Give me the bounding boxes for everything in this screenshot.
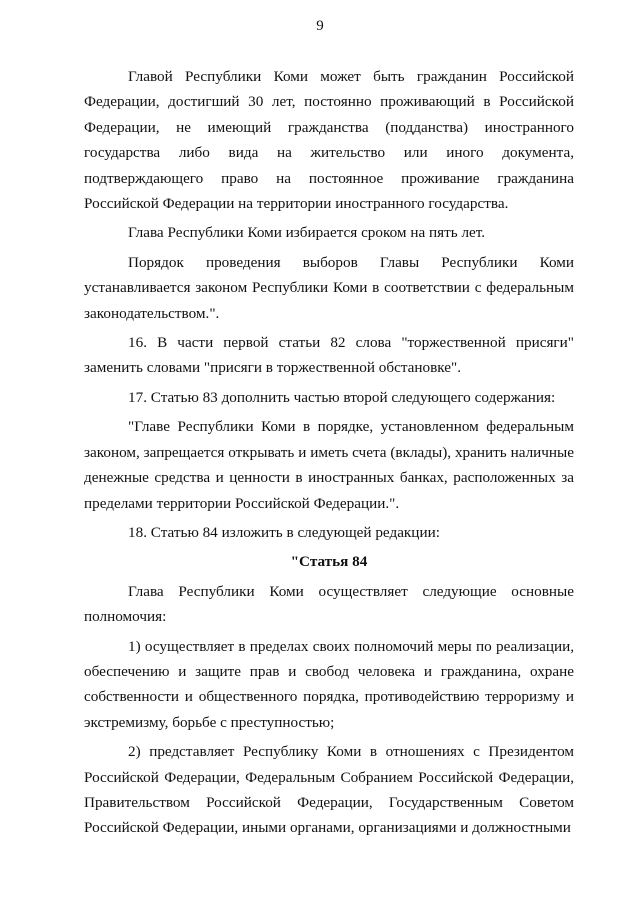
paragraph-power-1: 1) осуществляет в пределах своих полномочий меры по реализации, обеспечению и защите прав и свобод человека и гражданина, охране собственности и общественного порядка, противодействию терроризму и экстремизму, борьбе с преступностью;	[84, 637, 574, 731]
paragraph-head-eligibility: Главой Республики Коми может быть гражданин Российской Федерации, достигший 30 лет, постоянно проживающий в Российской Федерации, не имеющий гражданства (подданства) иностранного государства либо вида на жительство или иного документа, подтверждающего право на постоянное проживание гражданина Российской Федерации на территории иностранного государства.	[84, 68, 574, 213]
document-body	[84, 64, 574, 845]
paragraph-election-procedure: Порядок проведения выборов Главы Республики Коми устанавливается законом Республики Коми в соответствии с федеральным законодательством.".	[84, 253, 574, 322]
paragraph-power-2: 2) представляет Республику Коми в отношениях с Президентом Российской Федерации, Федеральным Собранием Российской Федерации, Правительством Российской Федерации, Государственным Советом Российской Федерации, иными органами, организациями и должностными	[84, 743, 574, 837]
page-number: 9	[316, 18, 324, 34]
paragraph-powers-intro: Глава Республики Коми осуществляет следующие основные полномочия:	[84, 582, 574, 626]
paragraph-item-16: 16. В части первой статьи 82 слова "торжественной присяги" заменить словами "присяги в торжественной обстановке".	[84, 334, 574, 377]
paragraph-item-17: 17. Статью 83 дополнить частью второй следующего содержания:	[128, 388, 556, 406]
paragraph-term: Глава Республики Коми избирается сроком на пять лет.	[128, 224, 486, 242]
article-84-heading: "Статья 84	[290, 553, 368, 571]
paragraph-foreign-accounts-ban: "Главе Республики Коми в порядке, установленном федеральным законом, запрещается открывать и иметь счета (вклады), хранить наличные денежные средства и ценности в иностранных банках, расположенных за пределами территории Российской Федерации.".	[84, 418, 574, 512]
paragraph-item-18: 18. Статью 84 изложить в следующей редакции:	[128, 523, 440, 541]
